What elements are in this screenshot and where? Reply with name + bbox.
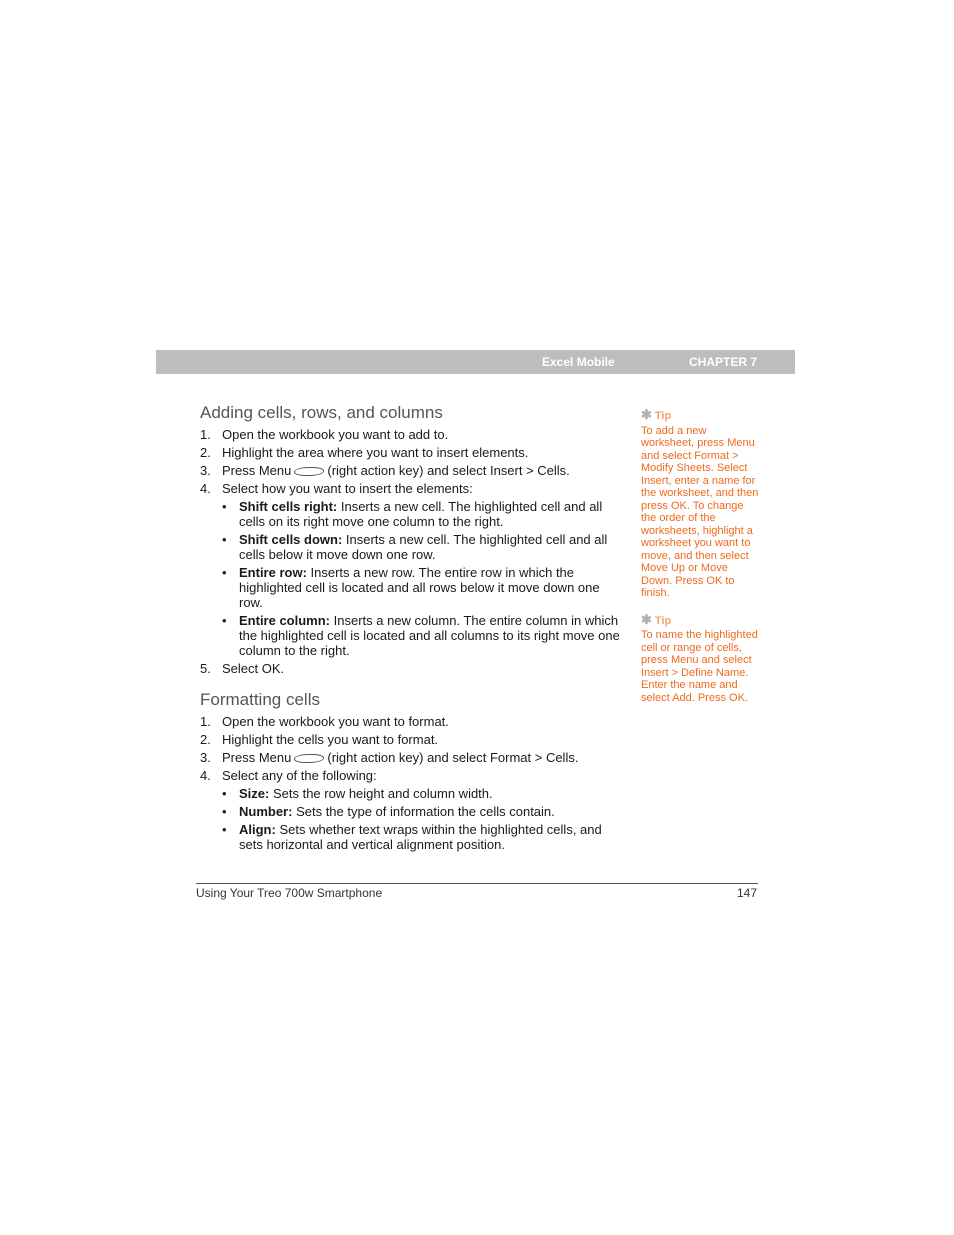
step-item (200, 427, 625, 442)
step-number: 4. (200, 768, 211, 783)
header-chapter-label: CHAPTER 7 (689, 355, 758, 369)
option-text: Sets the type of information the cells contain. (292, 804, 555, 819)
step-item (200, 714, 625, 729)
footer-page-number: 147 (737, 886, 758, 900)
tip-star-icon: ✱ (641, 611, 652, 627)
step-text: Open the workbook you want to format. (222, 714, 449, 729)
step-item (200, 445, 625, 460)
section-heading: Formatting cells (200, 690, 320, 709)
option-text: Inserts a new cell. The highlighted cell and all cells below it move down one row. (239, 532, 608, 562)
bullet-icon: • (222, 786, 227, 801)
footer-book-title: Using Your Treo 700w Smartphone (196, 886, 383, 900)
step-number: 5. (200, 661, 211, 676)
bullet-icon: • (222, 499, 227, 514)
option-label: Shift cells right: (239, 499, 338, 514)
bullet-icon: • (222, 613, 227, 628)
main-content (200, 403, 625, 855)
step-text: Select any of the following: (222, 768, 377, 783)
step-number: 1. (200, 427, 211, 442)
step-text: Open the workbook you want to add to. (222, 427, 449, 442)
option-label: Entire row: (239, 565, 307, 580)
tip-heading-label: Tip (654, 410, 672, 422)
option-text: Sets whether text wraps within the highlighted cells, and sets horizontal and vertical alignment position. (239, 822, 602, 852)
option-label: Align: (239, 822, 276, 837)
step-item (200, 732, 625, 747)
step-item (200, 463, 625, 478)
step-number: 3. (200, 750, 211, 765)
tip-heading (641, 611, 759, 628)
step-text: (right action key) and select Insert > Cells. (327, 463, 570, 478)
options-list (222, 786, 625, 852)
steps-list (200, 714, 625, 852)
step-item (200, 750, 625, 765)
option-item (222, 804, 625, 819)
step-text: Press Menu (222, 750, 292, 765)
step-text: Select OK. (222, 661, 285, 676)
menu-key-icon (293, 467, 326, 476)
step-item (200, 768, 625, 852)
option-item (222, 613, 625, 658)
tip-box (641, 611, 759, 705)
steps-list (200, 427, 625, 676)
step-number: 4. (200, 481, 211, 496)
bullet-icon: • (222, 822, 227, 837)
option-item (222, 565, 625, 610)
step-text: Highlight the area where you want to insert elements. (222, 445, 529, 460)
step-text: (right action key) and select Format > Cells. (327, 750, 579, 765)
option-label: Entire column: (239, 613, 331, 628)
step-number: 1. (200, 714, 211, 729)
tip-heading (641, 409, 759, 423)
step-number: 2. (200, 445, 211, 460)
step-item (200, 661, 625, 676)
option-item (222, 532, 625, 562)
option-item (222, 822, 625, 852)
option-item (222, 499, 625, 529)
tip-star-icon: ✱ (641, 407, 652, 422)
step-text: Highlight the cells you want to format. (222, 732, 439, 747)
option-label: Size: (239, 786, 270, 801)
option-item (222, 786, 625, 801)
tip-box (641, 409, 759, 600)
section-heading: Adding cells, rows, and columns (200, 403, 443, 422)
step-text: Select how you want to insert the elements: (222, 481, 473, 496)
bullet-icon: • (222, 804, 227, 819)
menu-key-icon (293, 754, 326, 763)
tip-heading-label: Tip (654, 614, 672, 627)
step-item (200, 481, 625, 658)
bullet-icon: • (222, 565, 227, 580)
bullet-icon: • (222, 532, 227, 547)
options-list (222, 499, 625, 658)
option-text: Inserts a new column. The entire column in which the highlighted cell is located and all columns to its right move one column to the right. (239, 613, 620, 658)
step-number: 3. (200, 463, 211, 478)
tips-sidebar (641, 409, 759, 718)
option-label: Shift cells down: (239, 532, 343, 547)
option-text: Sets the row height and column width. (269, 786, 493, 801)
tip-text: To name the highlighted cell or range of cells, press Menu and select Insert > Define Name. Enter the name and select Add. Press OK. (641, 629, 758, 704)
option-text: Inserts a new cell. The highlighted cell and all cells on its right move one column to the right. (239, 499, 603, 529)
step-text: Press Menu (222, 463, 292, 478)
footer-divider (196, 883, 758, 884)
option-label: Number: (239, 804, 293, 819)
header-section-title: Excel Mobile (542, 355, 615, 369)
option-text: Inserts a new row. The entire row in which the highlighted cell is located and all rows below it move down one row. (239, 565, 600, 610)
tip-text: To add a new worksheet, press Menu and select Format > Modify Sheets. Select Insert, enter a name for the worksheet, and then press OK. To change the order of the worksheets, highlight a worksheet you want to move, and then select Move Up or Move Down. Press OK to finish. (641, 424, 759, 599)
step-number: 2. (200, 732, 211, 747)
